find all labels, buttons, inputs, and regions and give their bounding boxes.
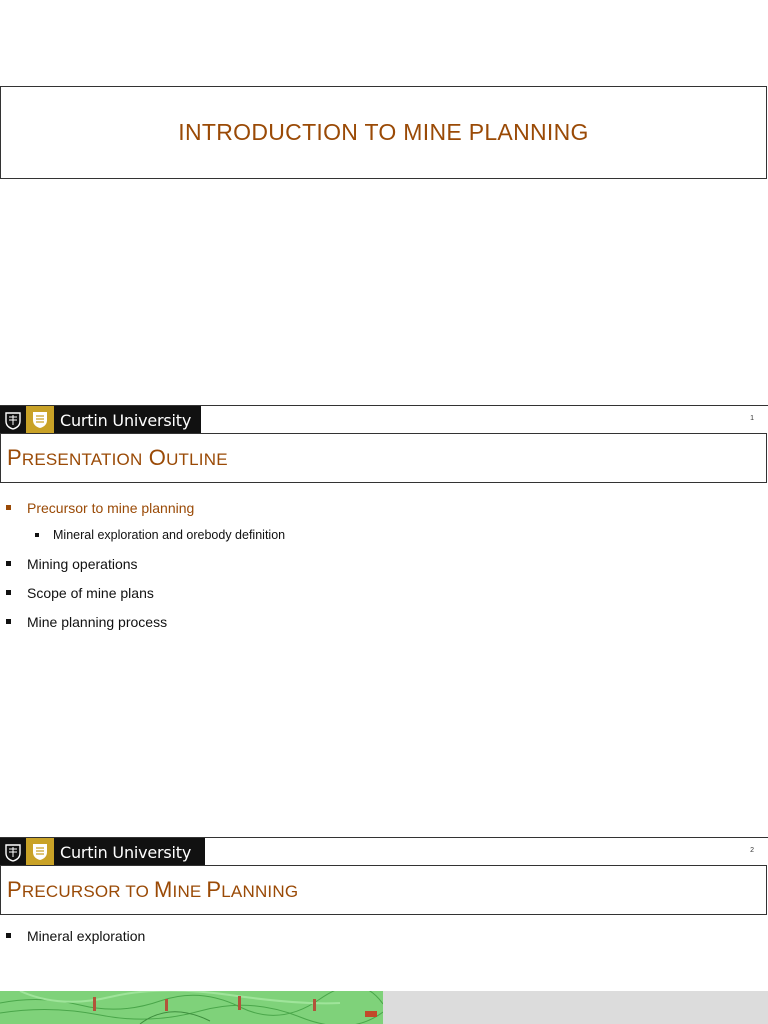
list-item: Scope of mine plans [27, 585, 154, 601]
crest-icon [0, 406, 26, 434]
bullet-icon [6, 561, 11, 566]
slide-header-bar [0, 405, 768, 434]
page-number: 1 [750, 415, 754, 422]
list-item: Mineral exploration and orebody definition [53, 528, 285, 542]
slide-heading-box [0, 433, 767, 483]
shield-icon [26, 406, 54, 434]
list-item: Precursor to mine planning [27, 500, 194, 516]
list-item: Mining operations [27, 556, 138, 572]
list-item: Mine planning process [27, 614, 167, 630]
slide-heading-box [0, 865, 767, 915]
slide-heading: PRECURSOR TO MINE PLANNING [7, 877, 299, 902]
bullet-icon [6, 590, 11, 595]
slide-title: INTRODUCTION TO MINE PLANNING [178, 119, 589, 145]
university-logo [0, 406, 201, 434]
university-logo [0, 838, 205, 866]
crest-icon [0, 838, 26, 866]
image-placeholder [383, 991, 768, 1024]
brand-name: Curtin University [60, 410, 192, 430]
title-slide-box [0, 86, 767, 179]
shield-icon [26, 838, 54, 866]
slide-header-bar [0, 837, 768, 866]
slide-heading: PRESENTATION OUTLINE [7, 445, 228, 470]
list-item: Mineral exploration [27, 928, 145, 944]
bullet-icon [35, 533, 39, 537]
bullet-icon [6, 933, 11, 938]
brand-name: Curtin University [60, 842, 192, 862]
bullet-icon [6, 505, 11, 510]
bullet-icon [6, 619, 11, 624]
page-number: 2 [750, 847, 754, 854]
exploration-map-image [0, 991, 383, 1024]
